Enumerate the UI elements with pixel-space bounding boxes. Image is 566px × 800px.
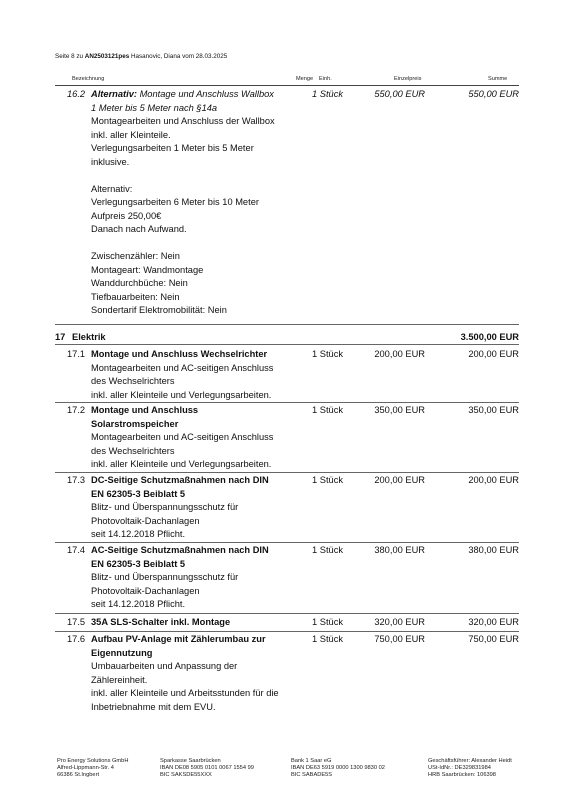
item-quantity: 1 Stück <box>312 475 344 485</box>
item-total: 750,00 EUR <box>468 634 519 644</box>
item-total: 380,00 EUR <box>468 545 519 555</box>
item-unit-price: 750,00 EUR <box>374 634 425 644</box>
row-divider <box>55 472 519 473</box>
item-description <box>91 88 291 318</box>
item-text-line: Wanddurchbüche: Nein <box>91 278 188 288</box>
item-title: Montage und Anschluss <box>91 405 199 415</box>
item-text-line: Photovoltaik-Dachanlagen <box>91 515 200 526</box>
item-number: 17.1 <box>67 349 86 359</box>
item-text-line: inkl. aller Kleinteile. <box>91 129 171 140</box>
item-text-line: Blitz- und Überspannungsschutz für <box>91 502 239 512</box>
item-title: EN 62305-3 Beiblatt 5 <box>91 558 186 569</box>
item-unit-price: 200,00 EUR <box>374 475 425 485</box>
item-quantity: 1 Stück <box>312 349 344 359</box>
footer-bank-sparkasse <box>160 758 254 779</box>
column-header-description: Bezeichnung <box>72 76 105 82</box>
item-unit-price: 380,00 EUR <box>374 545 425 555</box>
item-title: 35A SLS-Schalter inkl. Montage <box>91 617 231 627</box>
item-text-line: Montagearbeiten und AC-seitigen Anschluss <box>91 362 274 373</box>
column-header-unit: Einh. <box>319 76 332 82</box>
item-text-line: Verlegungsarbeiten 6 Meter bis 10 Meter <box>91 197 259 207</box>
item-text-line: Montagearbeiten und Anschluss der Wallbox <box>91 116 275 126</box>
item-total: 350,00 EUR <box>468 405 519 415</box>
footer-bank-saar <box>291 758 385 779</box>
column-header-total: Summe <box>488 76 508 82</box>
item-text-line: des Wechselrichters <box>91 445 175 456</box>
item-unit-price: 320,00 EUR <box>374 617 425 627</box>
item-total: 200,00 EUR <box>468 475 519 485</box>
footer-line: Alfred-Lippmann-Str. 4 <box>57 765 114 771</box>
footer-line: IBAN DE08 5905 0101 0067 1554 99 <box>160 765 254 771</box>
footer-line: Bank 1 Saar eG <box>291 758 332 764</box>
item-unit-price: 550,00 EUR <box>374 89 425 99</box>
column-header-unit-price: Einzelpreis <box>394 76 422 82</box>
footer-line: BIC SABADE5S <box>291 772 333 778</box>
page-info-suffix: Hasanovic, Diana vom 28.03.2025 <box>129 53 228 60</box>
item-description <box>91 616 306 630</box>
item-text-line: Verlegungsarbeiten 1 Meter bis 5 Meter <box>91 143 254 153</box>
item-title: Solarstromspeicher <box>91 418 179 429</box>
item-description <box>91 474 306 542</box>
item-quantity: 1 Stück <box>312 89 344 99</box>
section-title: Elektrik <box>72 332 106 342</box>
item-title: Aufbau PV-Anlage mit Zählerumbau zur <box>91 634 266 644</box>
footer-line: BIC SAKSDE55XXX <box>160 772 212 778</box>
item-text-line: Danach nach Aufwand. <box>91 224 187 234</box>
item-title: EN 62305-3 Beiblatt 5 <box>91 488 186 499</box>
row-divider <box>55 613 519 614</box>
item-text-line: Photovoltaik-Dachanlagen <box>91 585 200 596</box>
item-text-line: Aufpreis 250,00€ <box>91 210 162 221</box>
item-blank-line <box>91 237 291 251</box>
item-text-line: inkl. aller Kleinteile und Verlegungsarbeiten. <box>91 459 272 469</box>
item-text-line: seit 14.12.2018 Pflicht. <box>91 529 186 539</box>
item-title-prefix: Alternativ: <box>91 89 137 99</box>
item-text-line: Zwischenzähler: Nein <box>91 251 180 261</box>
item-number: 17.4 <box>67 545 86 555</box>
item-text-line: des Wechselrichters <box>91 376 175 386</box>
item-text-line: inklusive. <box>91 156 130 167</box>
item-total: 550,00 EUR <box>468 89 519 99</box>
row-divider <box>55 631 519 632</box>
item-text-line: Blitz- und Überspannungsschutz für <box>91 572 239 582</box>
item-number: 17.2 <box>67 405 86 415</box>
item-text-line: Tiefbauarbeiten: Nein <box>91 291 180 302</box>
item-text-line: Inbetriebnahme mit dem EVU. <box>91 701 216 712</box>
item-quantity: 1 Stück <box>312 617 344 627</box>
item-subtitle: 1 Meter bis 5 Meter nach §14a <box>91 102 218 113</box>
item-title: DC-Seitige Schutzmaßnahmen nach DIN <box>91 475 269 485</box>
item-total: 320,00 EUR <box>468 617 519 627</box>
item-blank-line <box>91 169 291 183</box>
item-text-line: seit 14.12.2018 Pflicht. <box>91 599 186 609</box>
item-text-line: Umbauarbeiten und Anpassung der <box>91 661 238 671</box>
item-text-line: Montagearbeiten und AC-seitigen Anschluss <box>91 432 274 442</box>
item-unit-price: 200,00 EUR <box>374 349 425 359</box>
item-number: 16.2 <box>67 89 86 99</box>
footer-line: 66386 St.Ingbert <box>57 772 100 778</box>
row-divider <box>55 324 519 325</box>
item-text-line: Montageart: Wandmontage <box>91 264 204 275</box>
item-text-line: inkl. aller Kleinteile und Arbeitsstunden für die <box>91 688 279 698</box>
item-quantity: 1 Stück <box>312 405 344 415</box>
header-divider <box>55 85 519 86</box>
item-description <box>91 348 306 402</box>
item-text-line: Sondertarif Elektromobilität: Nein <box>91 305 227 315</box>
item-unit-price: 350,00 EUR <box>374 405 425 415</box>
section-total: 3.500,00 EUR <box>460 332 519 342</box>
item-description <box>91 633 306 714</box>
row-divider <box>55 402 519 403</box>
item-quantity: 1 Stück <box>312 634 344 644</box>
item-text-line: Alternativ: <box>91 183 133 194</box>
item-title: AC-Seitige Schutzmaßnahmen nach DIN <box>91 545 269 555</box>
row-divider <box>55 542 519 543</box>
item-title: Montage und Anschluss Wallbox <box>136 89 274 99</box>
item-number: 17.5 <box>67 617 86 627</box>
page-info-prefix: Seite 8 zu <box>55 53 85 60</box>
item-number: 17.6 <box>67 634 86 644</box>
footer-management <box>428 758 512 779</box>
item-description <box>91 404 306 472</box>
item-description <box>91 544 306 612</box>
item-text-line: Zählereinheit. <box>91 674 148 685</box>
footer-line: Sparkasse Saarbrücken <box>160 758 221 764</box>
footer-line: IBAN DE63 5919 0000 1300 9830 02 <box>291 765 385 771</box>
item-title: Eigennutzung <box>91 647 153 658</box>
column-header-quantity: Menge <box>296 76 314 82</box>
footer-line: USt-IdNr.: DE329831984 <box>428 765 491 771</box>
item-quantity: 1 Stück <box>312 545 344 555</box>
footer-line: Geschäftsführer: Alexander Heidt <box>428 758 512 764</box>
item-title: Montage und Anschluss Wechselrichter <box>91 349 268 359</box>
document-number: AN2503121pes <box>84 53 130 60</box>
page-header <box>55 53 227 60</box>
section-number: 17 <box>55 332 66 342</box>
footer-line: HRB Saarbrücken: 106398 <box>428 772 496 778</box>
footer-line: Pro Energy Solutions GmbH <box>57 758 129 764</box>
footer-company <box>57 758 128 779</box>
item-number: 17.3 <box>67 475 86 485</box>
item-total: 200,00 EUR <box>468 349 519 359</box>
item-text-line: inkl. aller Kleinteile und Verlegungsarbeiten. <box>91 389 272 400</box>
row-divider <box>55 344 519 345</box>
